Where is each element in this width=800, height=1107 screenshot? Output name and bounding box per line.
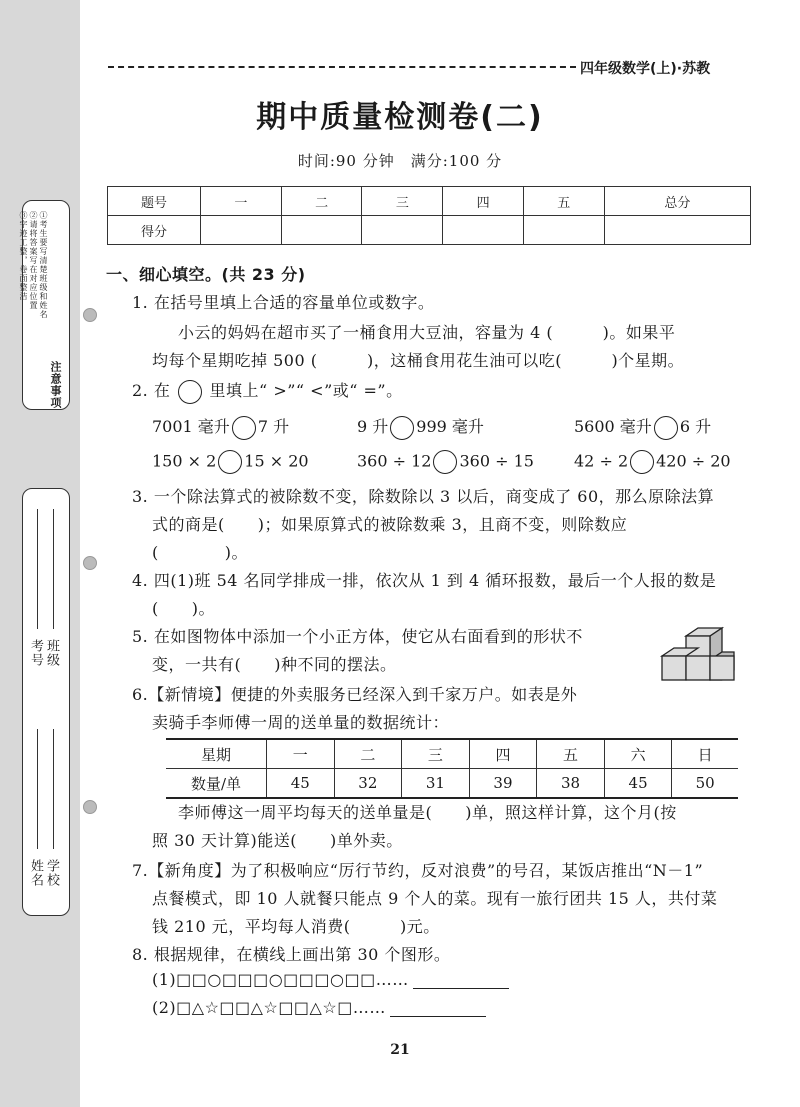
weekday-cell: 四	[469, 739, 537, 769]
section-heading: 一、细心填空。(共 23 分)	[106, 265, 306, 284]
class-label: 班级	[44, 639, 59, 667]
score-cell[interactable]	[443, 216, 524, 245]
binding-hole	[83, 556, 97, 570]
weekday-cell: 三	[402, 739, 470, 769]
question-6-followup: 照 30 天计算)能送( )单外卖。	[152, 831, 403, 850]
series-label: 四年级数学(上)·苏教	[580, 61, 711, 77]
answer-circle[interactable]	[178, 380, 202, 404]
score-table-score-row	[108, 216, 751, 245]
answer-circle[interactable]	[654, 416, 678, 440]
weekday-cell: 六	[604, 739, 672, 769]
answer-circle[interactable]	[433, 450, 457, 474]
header-dashed-rule	[108, 66, 576, 68]
class-field-line[interactable]	[53, 509, 54, 629]
question-7-text: 钱 210 元，平均每人消费( )元。	[152, 917, 440, 936]
compare-item: 5600 毫升 6 升	[574, 414, 711, 440]
question-1-text: 小云的妈妈在超市买了一桶食用大豆油，容量为 4 ( )。如果平	[178, 323, 676, 342]
answer-circle[interactable]	[218, 450, 242, 474]
score-col-total: 总分	[604, 187, 750, 216]
page-number: 21	[390, 1042, 410, 1058]
exam-number-label: 考号	[28, 639, 43, 667]
question-5: 5. 在如图物体中添加一个小正方体，使它从右面看到的形状不	[132, 627, 583, 646]
quantity-cell: 45	[267, 769, 335, 799]
binding-hole	[83, 308, 97, 322]
question-3: 3. 一个除法算式的被除数不变，除数除以 3 以后，商变成了 60，那么原除法算	[132, 487, 715, 506]
weekday-cell: 五	[537, 739, 605, 769]
weekday-header: 星期	[166, 739, 267, 769]
score-col-5: 五	[523, 187, 604, 216]
question-number-header: 题号	[108, 187, 201, 216]
score-col-4: 四	[443, 187, 524, 216]
delivery-values-row	[166, 769, 738, 799]
name-field-line[interactable]	[37, 729, 38, 849]
score-col-3: 三	[362, 187, 443, 216]
notes-heading: 注意事项	[49, 361, 62, 409]
delivery-header-row	[166, 739, 738, 769]
notes-box	[19, 200, 70, 410]
question-8-part-1: (1)□□○□□□○□□□○□□……	[152, 970, 509, 989]
question-6: 6.【新情境】便捷的外卖服务已经深入到千家万户。如表是外	[132, 685, 578, 704]
compare-item: 9 升 999 毫升	[357, 414, 484, 440]
weekday-cell: 一	[267, 739, 335, 769]
quantity-cell: 32	[334, 769, 402, 799]
question-2	[132, 378, 403, 404]
school-field-line[interactable]	[53, 729, 54, 849]
binding-hole	[83, 800, 97, 814]
answer-blank[interactable]	[390, 1016, 486, 1017]
name-label: 姓名	[28, 859, 43, 887]
note-3: ③字迹工整，卷面整洁	[19, 211, 28, 301]
cube-figure-image	[658, 624, 740, 682]
answer-circle[interactable]	[232, 416, 256, 440]
answer-circle[interactable]	[630, 450, 654, 474]
school-label: 学校	[44, 859, 59, 887]
question-6-followup: 李师傅这一周平均每天的送单量是( )单，照这样计算，这个月(按	[178, 803, 677, 822]
compare-item: 7001 毫升 7 升	[152, 414, 289, 440]
score-table	[107, 186, 751, 245]
score-cell[interactable]	[523, 216, 604, 245]
score-col-1: 一	[201, 187, 282, 216]
score-cell[interactable]	[604, 216, 750, 245]
answer-circle[interactable]	[390, 416, 414, 440]
exam-time-info: 时间:90 分钟 满分:100 分	[297, 152, 503, 170]
delivery-table	[166, 738, 738, 799]
page-title: 期中质量检测卷(二)	[256, 100, 544, 135]
note-1: ①考生要写清楚班级和姓名	[39, 211, 48, 319]
quantity-cell: 45	[604, 769, 672, 799]
question-4-text: ( )。	[152, 599, 215, 618]
quantity-cell: 38	[537, 769, 605, 799]
student-info-box	[22, 488, 70, 916]
weekday-cell: 日	[672, 739, 738, 769]
question-1-text: 均每个星期吃掉 500 ( )，这桶食用花生油可以吃( )个星期。	[152, 351, 685, 370]
compare-item: 150 × 2 15 × 20	[152, 450, 309, 474]
question-4: 4. 四(1)班 54 名同学排成一排，依次从 1 到 4 循环报数，最后一个人报的数是	[132, 571, 717, 590]
quantity-label: 数量/单	[166, 769, 267, 799]
question-2-text: 里填上“ >”“ <”或“ =”。	[209, 381, 403, 400]
note-2: ②请将答案写在对应位置	[29, 211, 38, 310]
compare-item: 360 ÷ 12 360 ÷ 15	[357, 450, 534, 474]
score-cell[interactable]	[362, 216, 443, 245]
answer-blank[interactable]	[413, 988, 509, 989]
compare-item: 42 ÷ 2 420 ÷ 20	[574, 450, 731, 474]
question-6-text: 卖骑手李师傅一周的送单量的数据统计：	[152, 713, 450, 732]
question-1: 1. 在括号里填上合适的容量单位或数字。	[132, 293, 435, 312]
question-3-text: 式的商是( )；如果原算式的被除数乘 3，且商不变，则除数应	[152, 515, 628, 534]
question-5-text: 变，一共有( )种不同的摆法。	[152, 655, 397, 674]
quantity-cell: 31	[402, 769, 470, 799]
question-2-prefix: 2. 在	[132, 381, 171, 400]
question-8: 8. 根据规律，在横线上画出第 30 个图形。	[132, 945, 451, 964]
weekday-cell: 二	[334, 739, 402, 769]
question-7: 7.【新角度】为了积极响应“厉行节约，反对浪费”的号召，某饭店推出“N－1”	[132, 861, 704, 880]
question-7-text: 点餐模式，即 10 人就餐只能点 9 个人的菜。现有一旅行团共 15 人，共付菜	[152, 889, 718, 908]
score-cell[interactable]	[281, 216, 362, 245]
question-3-text: ( )。	[152, 543, 248, 562]
quantity-cell: 39	[469, 769, 537, 799]
exam-number-field-line[interactable]	[37, 509, 38, 629]
score-row-label: 得分	[108, 216, 201, 245]
quantity-cell: 50	[672, 769, 738, 799]
score-col-2: 二	[281, 187, 362, 216]
score-cell[interactable]	[201, 216, 282, 245]
score-table-header-row	[108, 187, 751, 216]
question-8-part-2: (2)□△☆□□△☆□□△☆□……	[152, 998, 486, 1017]
